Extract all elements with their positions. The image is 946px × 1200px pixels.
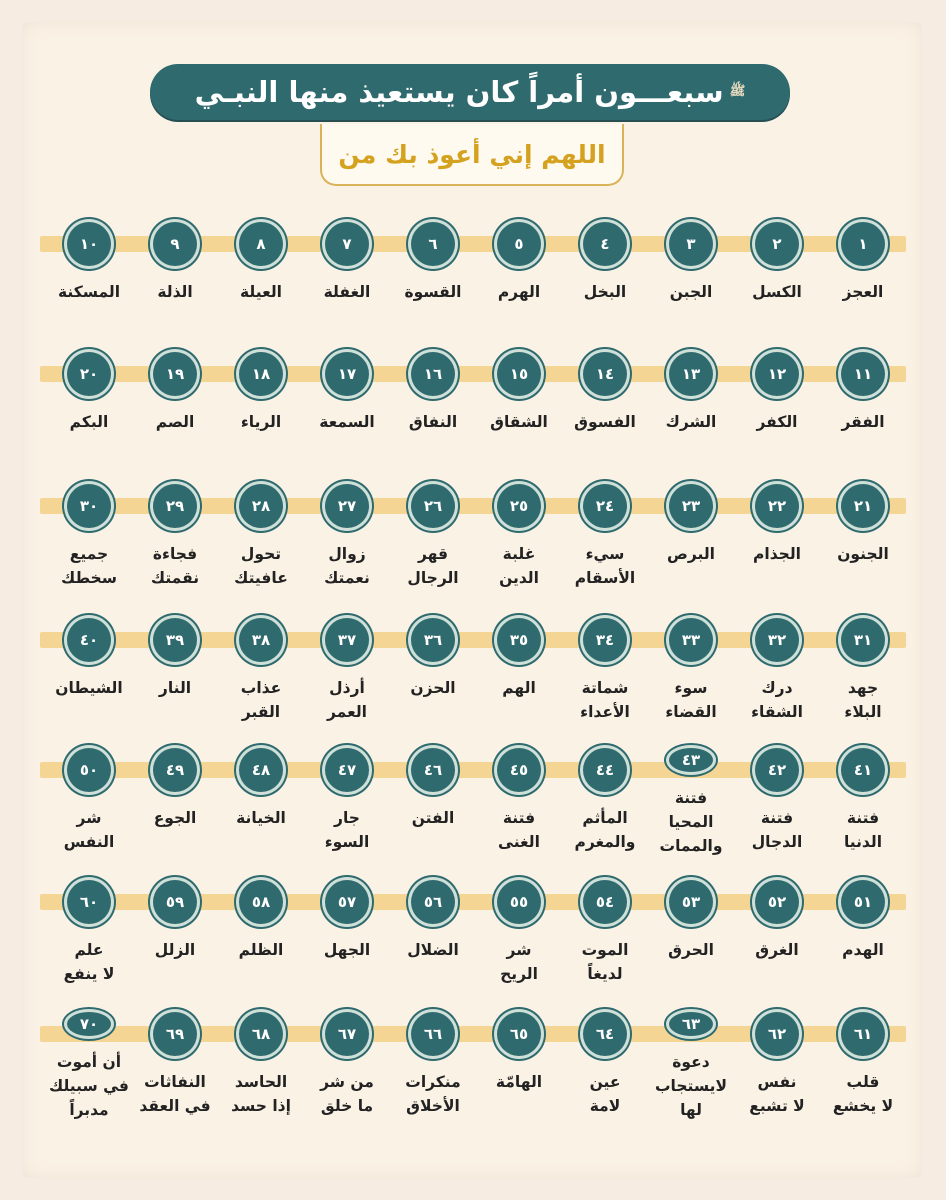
number-badge: ١١ (841, 352, 885, 396)
list-item (218, 484, 304, 594)
item-label: الجنون (837, 545, 889, 563)
item-label: الرياء (240, 413, 282, 431)
list-item (390, 484, 476, 594)
number-badge: ٦ (411, 222, 455, 266)
list-item (476, 352, 562, 462)
list-item (132, 1012, 218, 1122)
list-item (132, 352, 218, 462)
item-label: الحزن (410, 679, 456, 697)
item-row (40, 750, 906, 882)
item-label: الضلال (407, 941, 459, 959)
number-badge: ٦٥ (497, 1012, 541, 1056)
number-badge: ٤٩ (153, 748, 197, 792)
item-label: الكفر (756, 413, 798, 431)
number-badge: ٢٥ (497, 484, 541, 528)
number-badge: ٣٩ (153, 618, 197, 662)
list-item (562, 222, 648, 332)
item-label: الفسوق (574, 413, 636, 431)
item-label: تحول عافيتك (234, 545, 288, 588)
item-label: سوء القضاء (665, 679, 717, 722)
list-item (218, 222, 304, 332)
number-badge: ٣٢ (755, 618, 799, 662)
item-label: الشيطان (55, 679, 123, 697)
item-label: الموت لديغاً (581, 941, 629, 984)
number-badge: ٤٣ (669, 748, 713, 772)
number-badge: ٤٦ (411, 748, 455, 792)
item-label: علم لا ينفع (63, 941, 115, 984)
item-label: الهرم (497, 283, 541, 301)
number-badge: ٥٦ (411, 880, 455, 924)
number-badge: ١٥ (497, 352, 541, 396)
item-label: الفتن (411, 809, 455, 827)
number-badge: ٤ (583, 222, 627, 266)
item-label: فجاءة نقمتك (150, 545, 200, 588)
list-item (46, 1012, 132, 1122)
item-label: جار السوء (324, 809, 370, 852)
page-title: سبعـــون أمراً كان يستعيذ منها النبـي (194, 75, 724, 109)
list-item (304, 352, 390, 462)
item-label: الهدم (842, 941, 884, 959)
item-label: منكرات الأخلاق (405, 1073, 461, 1116)
list-item (820, 484, 906, 594)
item-label: الزلل (154, 941, 196, 959)
number-badge: ٥٣ (669, 880, 713, 924)
number-badge: ٦٧ (325, 1012, 369, 1056)
list-item (476, 748, 562, 858)
number-badge: ١٩ (153, 352, 197, 396)
list-item (648, 352, 734, 462)
list-item (218, 880, 304, 990)
list-item (304, 748, 390, 858)
list-item (562, 748, 648, 858)
number-badge: ٥١ (841, 880, 885, 924)
number-badge: ٢٠ (67, 352, 111, 396)
subtitle-box (320, 124, 624, 186)
number-badge: ٦٠ (67, 880, 111, 924)
list-item (390, 1012, 476, 1122)
item-label: زوال نعمتك (324, 545, 370, 588)
item-label: النفاق (408, 413, 458, 431)
number-badge: ٢٦ (411, 484, 455, 528)
list-item (562, 484, 648, 594)
number-badge: ٥٤ (583, 880, 627, 924)
number-badge: ٤٥ (497, 748, 541, 792)
number-badge: ٣٦ (411, 618, 455, 662)
list-item (218, 352, 304, 462)
list-item (132, 880, 218, 990)
item-label: الفقر (841, 413, 885, 431)
number-badge: ٦٣ (669, 1012, 713, 1036)
number-badge: ٣ (669, 222, 713, 266)
list-item (820, 1012, 906, 1122)
item-label: سيء الأسقام (574, 545, 636, 588)
number-badge: ٢٨ (239, 484, 283, 528)
item-label: الحاسد إذا حسد (231, 1073, 291, 1116)
number-badge: ٦٤ (583, 1012, 627, 1056)
item-label: الكسل (752, 283, 802, 301)
page-subtitle: اللهم إني أعوذ بك من (338, 139, 606, 169)
list-item (820, 618, 906, 728)
list-item (46, 484, 132, 594)
number-badge: ١٢ (755, 352, 799, 396)
list-item (390, 352, 476, 462)
item-label: النفاثات في العقد (139, 1073, 211, 1116)
item-label: شر النفس (63, 809, 115, 852)
list-item (734, 880, 820, 990)
number-badge: ٣٧ (325, 618, 369, 662)
number-badge: ١٦ (411, 352, 455, 396)
item-row (40, 894, 906, 1014)
number-badge: ٣٨ (239, 618, 283, 662)
item-label: دعوة لايستجاب لها (654, 1052, 728, 1119)
list-item (820, 748, 906, 858)
number-badge: ٥٥ (497, 880, 541, 924)
list-item (132, 222, 218, 332)
item-label: العجز (842, 283, 884, 301)
list-item (390, 748, 476, 858)
list-item (476, 484, 562, 594)
list-item (734, 484, 820, 594)
item-label: الظلم (238, 941, 284, 959)
list-item (562, 880, 648, 990)
item-label: الصم (155, 413, 195, 431)
list-item (820, 880, 906, 990)
item-label: جهد البلاء (844, 679, 882, 722)
item-label: البكم (69, 413, 109, 431)
list-item (390, 618, 476, 728)
item-label: جميع سخطك (61, 545, 117, 588)
list-item (218, 748, 304, 858)
number-badge: ٤٤ (583, 748, 627, 792)
item-label: فتنة المحيا والممات (659, 788, 723, 855)
item-label: الجوع (153, 809, 197, 827)
number-badge: ٣٠ (67, 484, 111, 528)
number-badge: ١٤ (583, 352, 627, 396)
list-item (476, 618, 562, 728)
list-item (46, 618, 132, 728)
item-label: عين لامة (589, 1073, 621, 1116)
item-label: فتنة الغنى (498, 809, 540, 852)
list-item (390, 222, 476, 332)
item-row (40, 632, 906, 752)
number-badge: ٥٩ (153, 880, 197, 924)
list-item (734, 748, 820, 858)
number-badge: ٤٢ (755, 748, 799, 792)
item-label: الهم (502, 679, 536, 697)
list-item (132, 484, 218, 594)
list-item (648, 880, 734, 990)
number-badge: ٣١ (841, 618, 885, 662)
number-badge: ١٣ (669, 352, 713, 396)
item-row (40, 498, 906, 618)
item-label: نفس لا تشبع (749, 1073, 805, 1116)
number-badge: ٦٨ (239, 1012, 283, 1056)
item-label: قهر الرجال (407, 545, 459, 588)
list-item (562, 352, 648, 462)
item-label: القسوة (404, 283, 462, 301)
item-label: فتنة الدنيا (843, 809, 883, 852)
number-badge: ٦٦ (411, 1012, 455, 1056)
number-badge: ١ (841, 222, 885, 266)
list-item (648, 1012, 734, 1122)
list-item (304, 222, 390, 332)
item-label: المأثم والمغرم (574, 809, 636, 852)
list-item (46, 748, 132, 858)
number-badge: ١٨ (239, 352, 283, 396)
number-badge: ٧ (325, 222, 369, 266)
list-item (132, 618, 218, 728)
item-label: الغرق (755, 941, 799, 959)
list-item (476, 1012, 562, 1122)
number-badge: ٤٠ (67, 618, 111, 662)
item-label: فتنة الدجال (751, 809, 803, 852)
list-item (820, 352, 906, 462)
list-item (304, 618, 390, 728)
item-label: الحرق (668, 941, 714, 959)
list-item (304, 880, 390, 990)
number-badge: ٦٩ (153, 1012, 197, 1056)
item-row (40, 1014, 906, 1146)
number-badge: ٥٠ (67, 748, 111, 792)
list-item (648, 484, 734, 594)
item-label: السمعة (319, 413, 375, 431)
item-label: الغفلة (323, 283, 371, 301)
list-item (390, 880, 476, 990)
number-badge: ٢٧ (325, 484, 369, 528)
number-badge: ٢٢ (755, 484, 799, 528)
number-badge: ٧٠ (67, 1012, 111, 1036)
number-badge: ٢٩ (153, 484, 197, 528)
number-badge: ١٧ (325, 352, 369, 396)
number-badge: ٤١ (841, 748, 885, 792)
item-label: الذلة (157, 283, 193, 301)
item-label: أرذل العمر (327, 679, 367, 722)
number-badge: ٤٨ (239, 748, 283, 792)
number-badge: ٥٨ (239, 880, 283, 924)
number-badge: ٤٧ (325, 748, 369, 792)
item-label: أن أموت في سبيلك مدبراً (49, 1052, 129, 1119)
list-item (734, 618, 820, 728)
number-badge: ٥٧ (325, 880, 369, 924)
item-label: الخيانة (236, 809, 286, 827)
number-badge: ٦١ (841, 1012, 885, 1056)
number-badge: ٦٢ (755, 1012, 799, 1056)
list-item (648, 618, 734, 728)
item-label: النار (158, 679, 192, 697)
number-badge: ٣٥ (497, 618, 541, 662)
item-label: الشرك (665, 413, 717, 431)
list-item (476, 880, 562, 990)
item-label: البرص (667, 545, 715, 563)
list-item (562, 618, 648, 728)
list-item (820, 222, 906, 332)
number-badge: ٥ (497, 222, 541, 266)
item-label: الجهل (323, 941, 371, 959)
item-label: شماتة الأعداء (580, 679, 630, 722)
list-item (648, 748, 734, 858)
item-label: المسكنة (57, 283, 121, 301)
item-label: البخل (583, 283, 627, 301)
list-item (476, 222, 562, 332)
number-badge: ٨ (239, 222, 283, 266)
list-item (734, 222, 820, 332)
item-row (40, 236, 906, 356)
number-badge: ١٠ (67, 222, 111, 266)
number-badge: ٣٤ (583, 618, 627, 662)
number-badge: ٢٣ (669, 484, 713, 528)
list-item (734, 352, 820, 462)
list-item (132, 748, 218, 858)
list-item (218, 618, 304, 728)
item-label: شر الريح (500, 941, 538, 984)
number-badge: ٢٤ (583, 484, 627, 528)
number-badge: ٥٢ (755, 880, 799, 924)
list-item (46, 880, 132, 990)
list-item (218, 1012, 304, 1122)
list-item (46, 222, 132, 332)
item-label: غلبة الدين (499, 545, 539, 588)
list-item (304, 1012, 390, 1122)
item-label: الجبن (669, 283, 713, 301)
item-label: العيلة (240, 283, 282, 301)
item-label: الشقاق (490, 413, 548, 431)
item-label: الهامّة (495, 1073, 543, 1091)
item-label: الجذام (753, 545, 801, 563)
list-item (304, 484, 390, 594)
list-item (734, 1012, 820, 1122)
number-badge: ٢ (755, 222, 799, 266)
list-item (46, 352, 132, 462)
list-item (562, 1012, 648, 1122)
list-item (648, 222, 734, 332)
item-label: درك الشقاء (751, 679, 803, 722)
number-badge: ٢١ (841, 484, 885, 528)
item-row (40, 366, 906, 486)
number-badge: ٩ (153, 222, 197, 266)
item-label: عذاب القبر (240, 679, 282, 722)
title-banner (150, 64, 790, 120)
honorific-mark: ﷺ (729, 83, 746, 99)
item-label: من شر ما خلق (320, 1073, 374, 1116)
number-badge: ٣٣ (669, 618, 713, 662)
item-label: قلب لا يخشع (832, 1073, 894, 1116)
